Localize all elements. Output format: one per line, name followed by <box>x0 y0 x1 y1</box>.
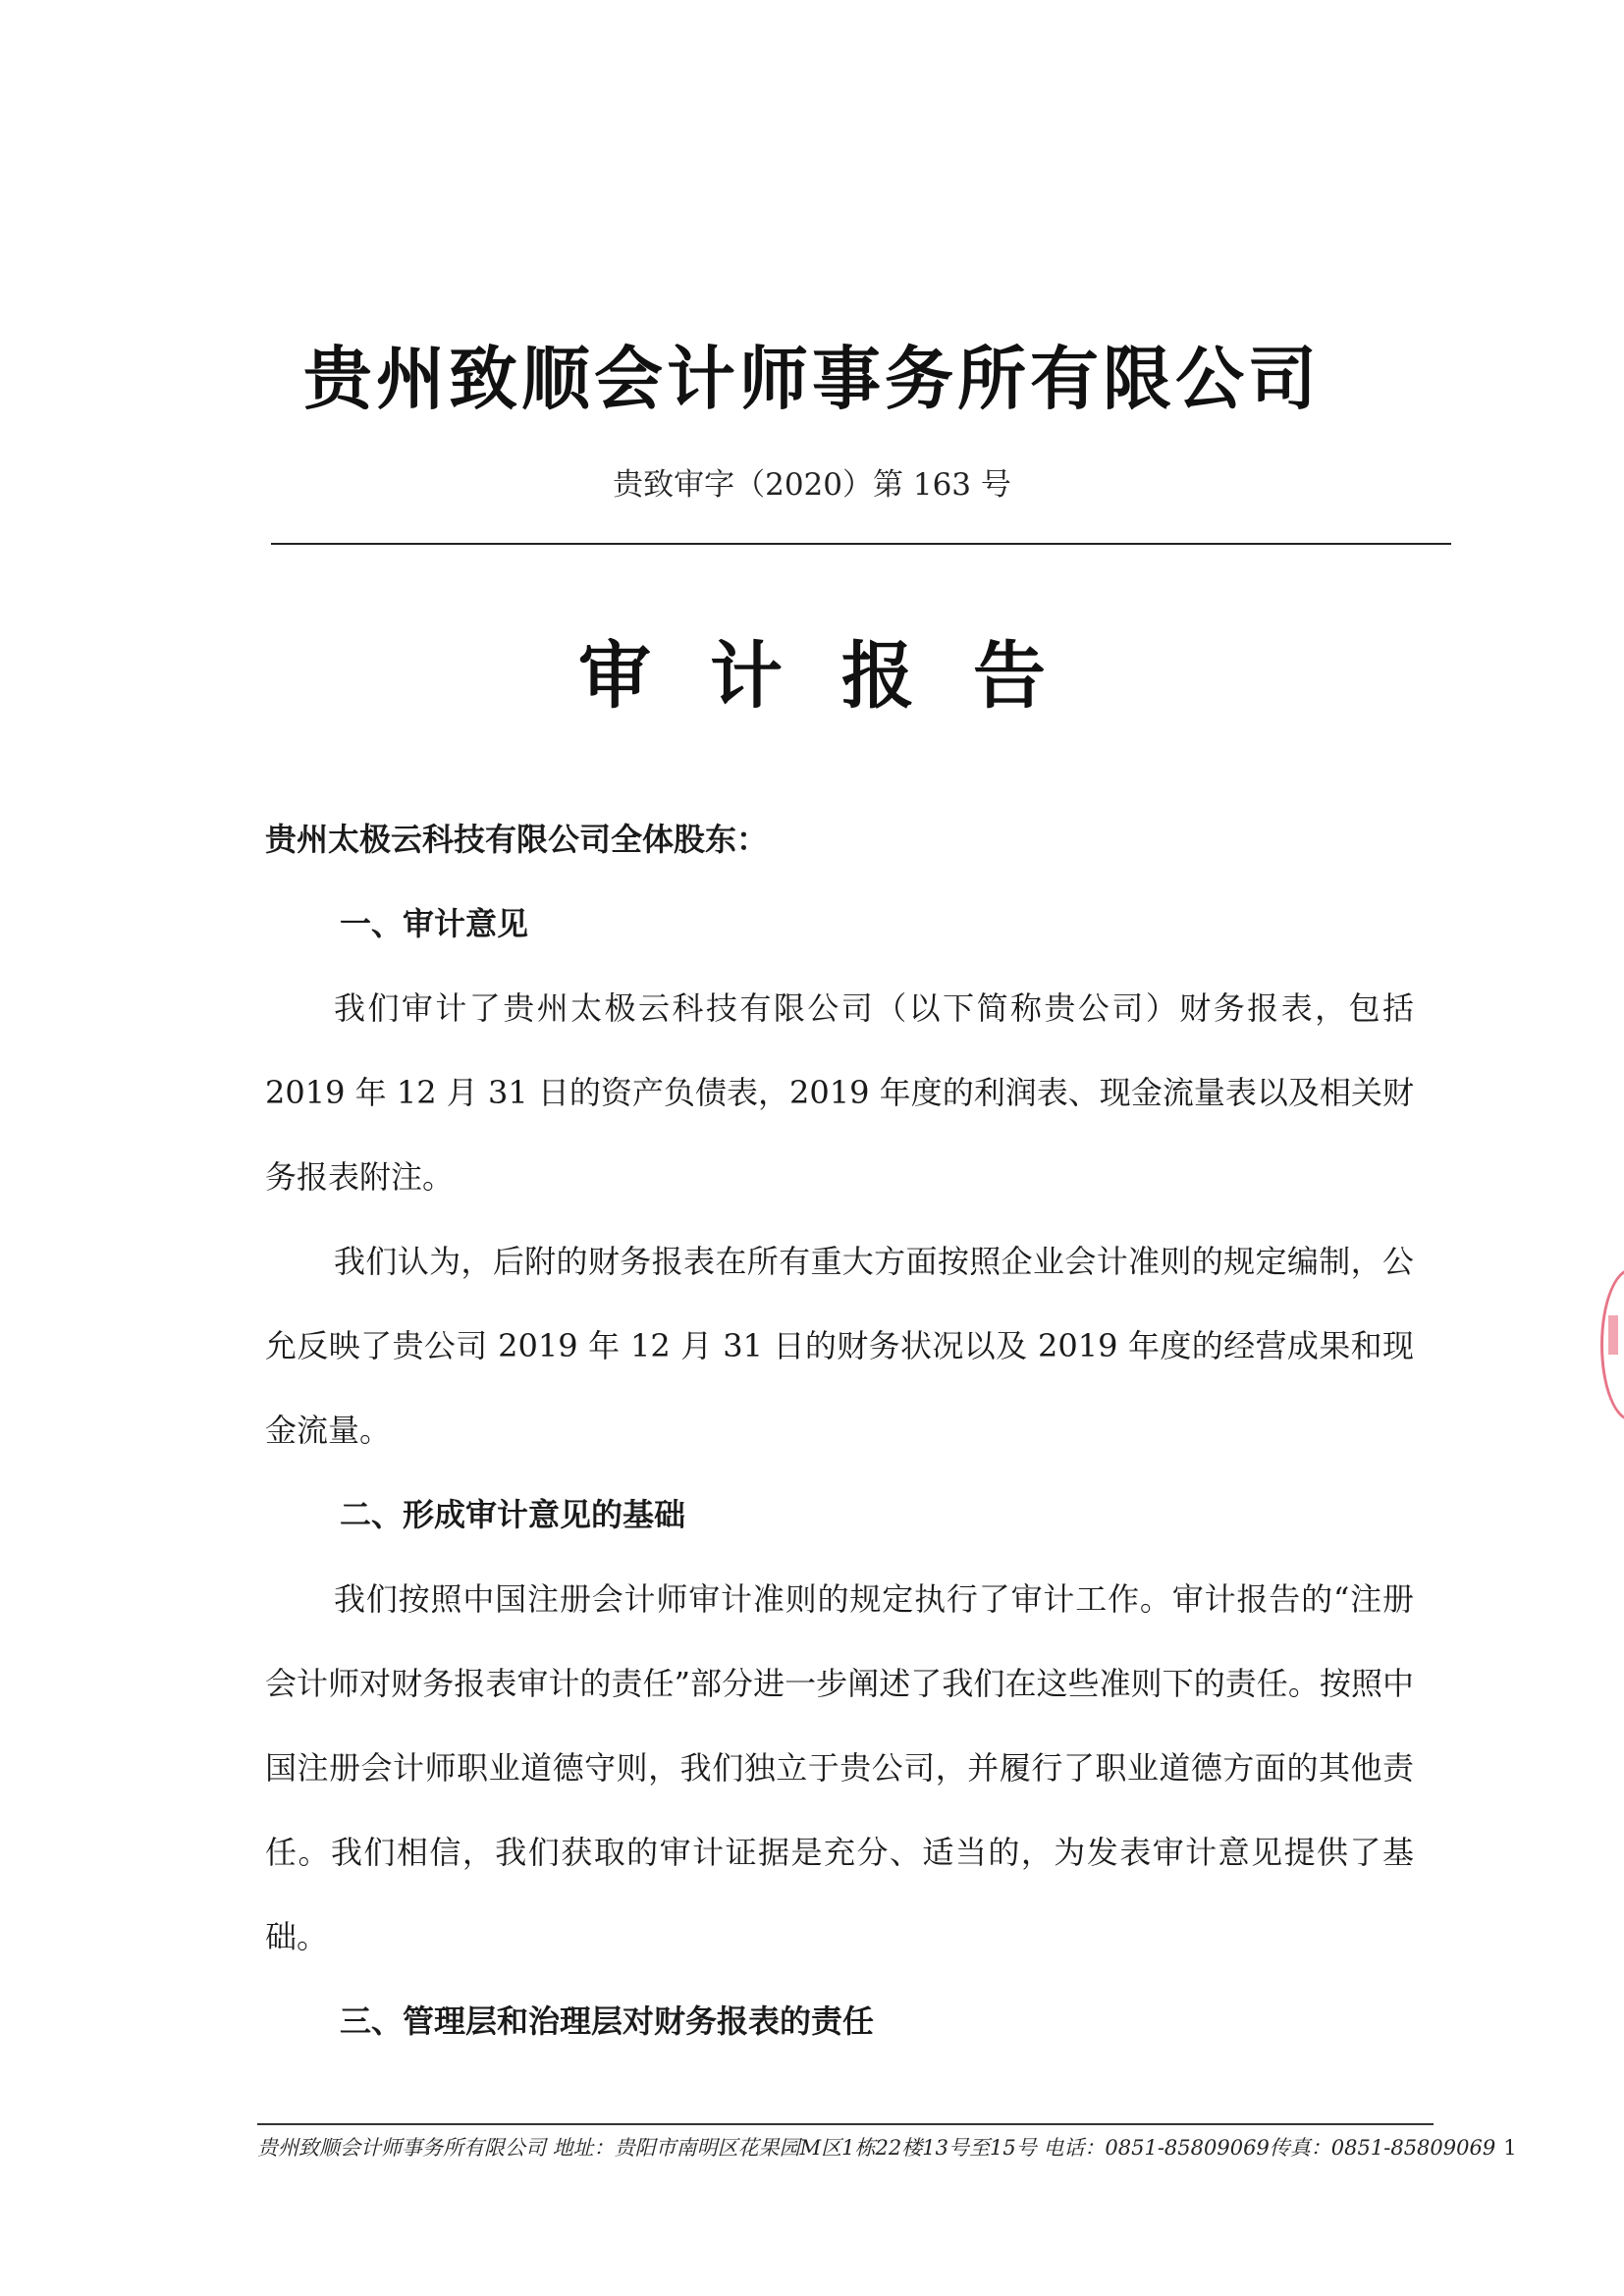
page-number: 1 <box>1503 2136 1517 2160</box>
addressee: 贵州太极云科技有限公司全体股东： <box>265 821 769 858</box>
report-title: 审计报告 <box>578 634 1105 719</box>
paragraph: 我们认为，后附的财务报表在所有重大方面按照企业会计准则的规定编制，公允反映了贵公司 2019 年 12 月 31 日的财务状况以及 2019 年度的经营成果和现金流量。 <box>265 1243 1414 1449</box>
seal-mark <box>1608 1315 1618 1355</box>
header-divider <box>271 543 1451 545</box>
section-heading: 三、管理层和治理层对财务报表的责任 <box>340 2002 875 2040</box>
firm-name: 贵州致顺会计师事务所有限公司 <box>303 339 1321 419</box>
section-heading: 一、审计意见 <box>340 905 529 942</box>
document-number: 贵致审字（2020）第 163 号 <box>613 467 1011 503</box>
footer-divider <box>257 2123 1434 2125</box>
footer-text: 贵州致顺会计师事务所有限公司 地址：贵阳市南明区花果园M区1栋22楼13号至15号 电话：0851-85809069传真：0851-85809069 <box>257 2136 1496 2160</box>
paragraph: 我们审计了贵州太极云科技有限公司（以下简称贵公司）财务报表，包括 2019 年 12 月 31 日的资产负债表，2019 年度的利润表、现金流量表以及相关财务报表附注。 <box>265 989 1414 1196</box>
section-heading: 二、形成审计意见的基础 <box>340 1496 686 1533</box>
footer <box>257 2132 1517 2162</box>
report-body <box>265 797 1414 2063</box>
paragraph: 我们按照中国注册会计师审计准则的规定执行了审计工作。审计报告的“注册会计师对财务报表审计的责任”部分进一步阐述了我们在这些准则下的责任。按照中国注册会计师职业道德守则，我们独立于贵公司，并履行了职业道德方面的其他责任。我们相信，我们获取的审计证据是充分、适当的，为发表审计意见提供了基础。 <box>265 1580 1414 1955</box>
